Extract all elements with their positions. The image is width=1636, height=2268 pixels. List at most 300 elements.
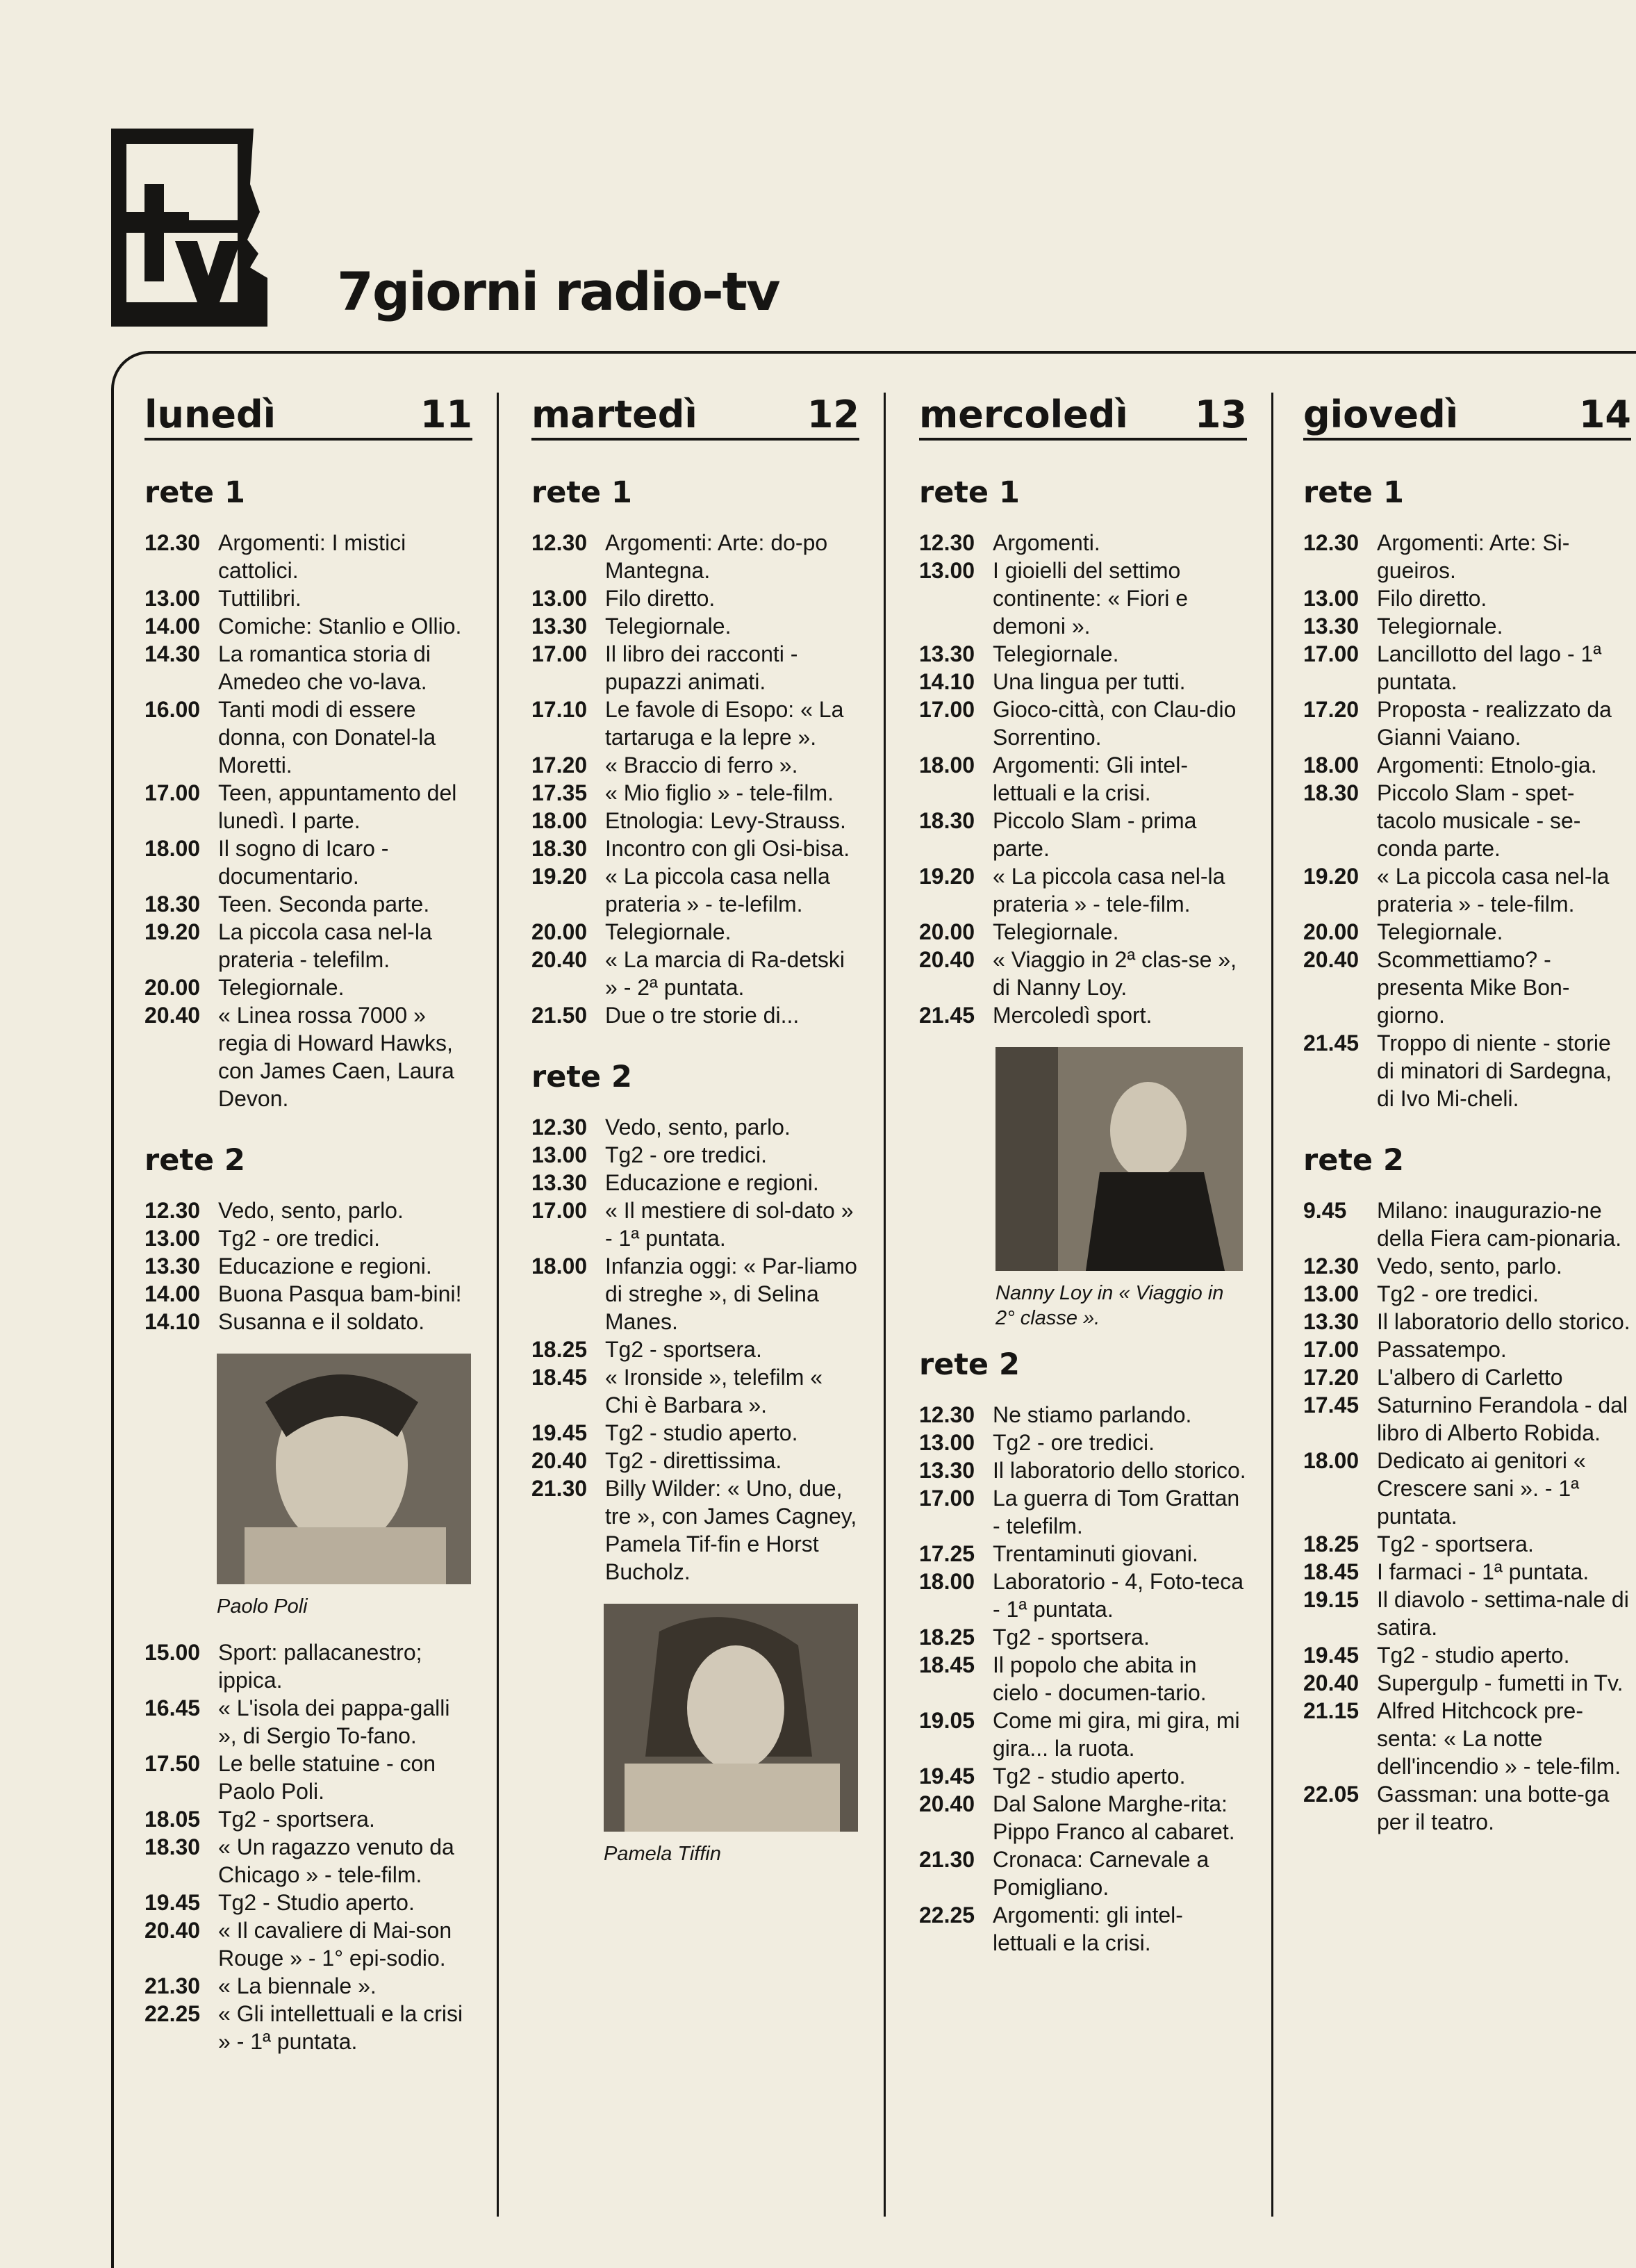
program-title: Due o tre storie di... <box>605 1003 800 1028</box>
day-column-tuesday <box>531 389 859 1886</box>
network-rete1 <box>1303 475 1631 1112</box>
page-title: 7giorni radio-tv <box>337 261 779 322</box>
program-entry <box>1303 584 1631 612</box>
program-title: « La piccola casa nella prateria » - te-lefilm. <box>605 864 830 917</box>
program-entry <box>919 807 1247 862</box>
program-entry <box>919 1901 1247 1957</box>
program-entry <box>919 1401 1247 1429</box>
program-time: 20.40 <box>144 1918 201 1943</box>
program-title: Tg2 - Studio aperto. <box>218 1890 415 1915</box>
program-entry <box>144 1197 472 1224</box>
program-title: Tg2 - ore tredici. <box>993 1430 1155 1455</box>
program-time: 17.50 <box>144 1751 201 1776</box>
frame-left-rule <box>111 389 114 2268</box>
day-header <box>919 389 1247 441</box>
photo-pamela-tiffin <box>604 1604 859 1866</box>
program-title: Sport: pallacanestro; ippica. <box>218 1640 422 1693</box>
tv-logo <box>111 129 309 327</box>
program-time: 12.30 <box>1303 1254 1360 1279</box>
program-time: 14.10 <box>144 1309 201 1334</box>
program-title: Tg2 - direttissima. <box>605 1448 782 1473</box>
program-time: 13.00 <box>531 1142 588 1167</box>
program-title: Milano: inaugurazio-ne della Fiera cam-pionaria. <box>1377 1198 1622 1251</box>
program-title: « Mio figlio » - tele-film. <box>605 780 834 805</box>
program-time: 13.30 <box>531 1170 588 1195</box>
program-title: Filo diretto. <box>1377 586 1487 611</box>
program-time: 20.40 <box>919 1791 975 1816</box>
program-title: Telegiornale. <box>1377 614 1503 639</box>
program-entry <box>1303 612 1631 640</box>
program-title: Vedo, sento, parlo. <box>218 1198 404 1223</box>
program-time: 18.30 <box>531 836 588 861</box>
program-title: Tg2 - studio aperto. <box>605 1420 798 1445</box>
program-time: 17.25 <box>919 1541 975 1566</box>
program-entry <box>1303 1641 1631 1669</box>
program-entry <box>1303 862 1631 918</box>
program-time: 17.00 <box>531 641 588 666</box>
program-time: 18.30 <box>144 1834 201 1859</box>
program-title: Supergulp - fumetti in Tv. <box>1377 1670 1623 1695</box>
program-title: Argomenti: gli intel-lettuali e la crisi. <box>993 1903 1183 1955</box>
program-title: Mercoledì sport. <box>993 1003 1152 1028</box>
program-entry <box>144 1805 472 1833</box>
day-header <box>144 389 472 441</box>
program-title: Argomenti: Etnolo-gia. <box>1377 753 1597 778</box>
program-title: Troppo di niente - storie di minatori di Sardegna, di Ivo Mi-cheli. <box>1377 1030 1612 1111</box>
program-entry <box>1303 640 1631 696</box>
program-entry <box>1303 779 1631 862</box>
program-entry <box>144 1252 472 1280</box>
program-title: Il popolo che abita in cielo - documen-tario. <box>993 1652 1207 1705</box>
program-time: 17.20 <box>1303 1365 1360 1390</box>
program-entry <box>144 973 472 1001</box>
day-column-wednesday <box>919 389 1247 1957</box>
frame-top-rule <box>148 351 1636 354</box>
program-time: 15.00 <box>144 1640 201 1665</box>
program-time: 17.00 <box>144 780 201 805</box>
network-rete1 <box>531 475 859 1029</box>
program-title: « La piccola casa nel-la prateria » - tele-film. <box>993 864 1225 917</box>
program-time: 13.30 <box>919 1458 975 1483</box>
program-entry <box>919 1846 1247 1901</box>
program-title: Il libro dei racconti - pupazzi animati. <box>605 641 798 694</box>
day-name: mercoledì <box>919 393 1128 436</box>
program-time: 17.00 <box>919 697 975 722</box>
column-separator <box>497 393 499 2217</box>
program-title: Alfred Hitchcock pre-senta: « La notte dell'incendio » - tele-film. <box>1377 1698 1621 1779</box>
program-title: Il diavolo - settima-nale di satira. <box>1377 1587 1629 1640</box>
program-entry <box>531 1474 859 1586</box>
network-label: rete 2 <box>531 1060 632 1094</box>
program-entry <box>1303 1336 1631 1363</box>
photo-caption: Paolo Poli <box>217 1595 308 1618</box>
day-name: lunedì <box>144 393 276 436</box>
program-entry <box>531 1252 859 1336</box>
program-title: Incontro con gli Osi-bisa. <box>605 836 850 861</box>
program-entry <box>1303 751 1631 779</box>
program-title: Scommettiamo? - presenta Mike Bon-giorno. <box>1377 947 1570 1028</box>
program-title: Tg2 - sportsera. <box>1377 1531 1534 1556</box>
program-entry <box>144 1280 472 1308</box>
program-entry <box>531 835 859 862</box>
program-entry <box>919 668 1247 696</box>
program-entry <box>1303 1363 1631 1391</box>
program-time: 13.00 <box>919 558 975 583</box>
program-time: 20.00 <box>919 919 975 944</box>
program-title: Gassman: una botte-ga per il teatro. <box>1377 1782 1610 1834</box>
program-title: Telegiornale. <box>1377 919 1503 944</box>
column-separator <box>884 393 886 2217</box>
program-title: Argomenti: Arte: do-po Mantegna. <box>605 530 828 583</box>
photo-paolo-poli <box>217 1354 472 1619</box>
program-title: Tg2 - ore tredici. <box>1377 1281 1539 1306</box>
program-title: « La biennale ». <box>218 1973 377 1998</box>
program-entry <box>531 1197 859 1252</box>
program-title: Laboratorio - 4, Foto-teca - 1ª puntata. <box>993 1569 1244 1622</box>
program-time: 21.30 <box>531 1476 588 1501</box>
program-title: La guerra di Tom Grattan - telefilm. <box>993 1486 1240 1538</box>
day-number: 13 <box>1194 393 1247 436</box>
program-entry <box>1303 1252 1631 1280</box>
program-time: 12.30 <box>1303 530 1360 555</box>
program-entry <box>1303 1391 1631 1447</box>
program-time: 18.30 <box>919 808 975 833</box>
program-time: 18.00 <box>919 1569 975 1594</box>
program-title: Piccolo Slam - prima parte. <box>993 808 1197 861</box>
program-title: « Ironside », telefilm « Chi è Barbara ». <box>605 1365 823 1418</box>
program-title: Tg2 - ore tredici. <box>218 1226 380 1251</box>
program-entry <box>531 1141 859 1169</box>
program-time: 18.45 <box>531 1365 588 1390</box>
program-title: « La piccola casa nel-la prateria » - tele-film. <box>1377 864 1610 917</box>
program-entry <box>531 1169 859 1197</box>
program-title: Il laboratorio dello storico. <box>993 1458 1246 1483</box>
program-entry <box>144 779 472 835</box>
program-title: Dedicato ai genitori « Crescere sani ». - 1ª puntata. <box>1377 1448 1586 1529</box>
program-title: Piccolo Slam - spet-tacolo musicale - se-conda parte. <box>1377 780 1581 861</box>
program-time: 18.00 <box>1303 753 1360 778</box>
program-title: Cronaca: Carnevale a Pomigliano. <box>993 1847 1209 1900</box>
program-entry <box>1303 696 1631 751</box>
program-entry <box>531 862 859 918</box>
photo-caption: Pamela Tiffin <box>604 1843 721 1865</box>
program-title: Tg2 - sportsera. <box>993 1625 1150 1650</box>
program-title: Passatempo. <box>1377 1337 1507 1362</box>
program-time: 9.45 <box>1303 1198 1347 1223</box>
program-entry <box>144 890 472 918</box>
photo-nanny-loy <box>995 1047 1247 1331</box>
program-time: 21.50 <box>531 1003 588 1028</box>
program-entry <box>531 807 859 835</box>
program-entry <box>531 1001 859 1029</box>
program-entry <box>1303 1669 1631 1697</box>
program-title: Lancillotto del lago - 1ª puntata. <box>1377 641 1602 694</box>
program-time: 16.45 <box>144 1695 201 1720</box>
program-title: Una lingua per tutti. <box>993 669 1186 694</box>
program-title: Billy Wilder: « Uno, due, tre », con James Cagney, Pamela Tif-fin e Horst Bucholz. <box>605 1476 857 1584</box>
program-title: Saturnino Ferandola - dal libro di Alberto Robida. <box>1377 1392 1628 1445</box>
program-time: 14.10 <box>919 669 975 694</box>
program-time: 22.05 <box>1303 1782 1360 1807</box>
network-label: rete 1 <box>1303 475 1404 510</box>
program-title: « La marcia di Ra-detski » - 2ª puntata. <box>605 947 845 1000</box>
program-entry <box>1303 1280 1631 1308</box>
program-title: Le belle statuine - con Paolo Poli. <box>218 1751 436 1804</box>
program-entry <box>144 696 472 779</box>
program-time: 21.30 <box>919 1847 975 1872</box>
program-title: Susanna e il soldato. <box>218 1309 425 1334</box>
program-time: 20.40 <box>144 1003 201 1028</box>
program-time: 18.25 <box>919 1625 975 1650</box>
program-title: Vedo, sento, parlo. <box>1377 1254 1562 1279</box>
program-entry <box>144 640 472 696</box>
program-time: 19.45 <box>144 1890 201 1915</box>
program-time: 19.15 <box>1303 1587 1360 1612</box>
program-time: 17.00 <box>919 1486 975 1511</box>
program-title: Il laboratorio dello storico. <box>1377 1309 1630 1334</box>
program-time: 13.00 <box>144 1226 201 1251</box>
program-time: 18.30 <box>144 891 201 917</box>
program-entry <box>144 1889 472 1916</box>
program-entry <box>1303 1308 1631 1336</box>
day-number: 12 <box>807 393 859 436</box>
program-entry <box>1303 1586 1631 1641</box>
program-title: Trentaminuti giovani. <box>993 1541 1198 1566</box>
program-title: Tg2 - sportsera. <box>605 1337 762 1362</box>
network-label: rete 2 <box>144 1143 245 1178</box>
program-time: 14.30 <box>144 641 201 666</box>
program-title: Infanzia oggi: « Par-liamo di streghe », di Selina Manes. <box>605 1254 857 1334</box>
program-title: Filo diretto. <box>605 586 716 611</box>
program-title: Telegiornale. <box>993 919 1119 944</box>
program-time: 20.00 <box>531 919 588 944</box>
program-time: 18.00 <box>919 753 975 778</box>
program-time: 18.45 <box>1303 1559 1360 1584</box>
program-time: 13.00 <box>1303 1281 1360 1306</box>
program-title: Il sogno di Icaro - documentario. <box>218 836 389 889</box>
program-time: 18.30 <box>1303 780 1360 805</box>
program-time: 13.30 <box>1303 614 1360 639</box>
program-time: 13.30 <box>1303 1309 1360 1334</box>
program-entry <box>919 862 1247 918</box>
program-title: Buona Pasqua bam-bini! <box>218 1281 462 1306</box>
program-title: Come mi gira, mi gira, mi gira... la ruota. <box>993 1708 1240 1761</box>
rete2-continued <box>144 1638 472 2055</box>
program-title: Telegiornale. <box>605 614 732 639</box>
program-entry <box>144 584 472 612</box>
program-time: 20.40 <box>531 1448 588 1473</box>
program-title: La romantica storia di Amedeo che vo-lava. <box>218 641 431 694</box>
program-title: « Viaggio in 2ª clas-se », di Nanny Loy. <box>993 947 1237 1000</box>
program-title: Ne stiamo parlando. <box>993 1402 1192 1427</box>
program-entry <box>919 751 1247 807</box>
program-entry <box>144 1694 472 1750</box>
program-time: 13.00 <box>919 1430 975 1455</box>
program-title: Telegiornale. <box>993 641 1119 666</box>
program-entry <box>1303 1530 1631 1558</box>
photo-caption: Nanny Loy in « Viaggio in 2° classe ». <box>995 1282 1224 1329</box>
program-time: 17.20 <box>531 753 588 778</box>
program-title: Tg2 - studio aperto. <box>993 1764 1186 1789</box>
program-entry <box>144 835 472 890</box>
program-time: 12.30 <box>531 1115 588 1140</box>
program-entry <box>531 584 859 612</box>
program-entry <box>144 1638 472 1694</box>
program-time: 19.05 <box>919 1708 975 1733</box>
program-entry <box>531 1419 859 1447</box>
program-entry <box>919 1001 1247 1029</box>
program-time: 20.00 <box>144 975 201 1000</box>
program-title: Tanti modi di essere donna, con Donatel-la Moretti. <box>218 697 436 778</box>
network-label: rete 1 <box>531 475 632 510</box>
program-title: « Un ragazzo venuto da Chicago » - tele-film. <box>218 1834 454 1887</box>
day-header <box>531 389 859 441</box>
program-entry <box>919 1651 1247 1707</box>
program-title: Dal Salone Marghe-rita: Pippo Franco al cabaret. <box>993 1791 1235 1844</box>
day-number: 11 <box>420 393 472 436</box>
program-entry <box>144 612 472 640</box>
program-title: « Gli intellettuali e la crisi » - 1ª puntata. <box>218 2001 463 2054</box>
program-entry <box>1303 1029 1631 1112</box>
program-time: 12.30 <box>144 1198 201 1223</box>
program-entry <box>144 1001 472 1112</box>
network-label: rete 1 <box>919 475 1020 510</box>
day-column-thursday <box>1303 389 1631 1836</box>
program-time: 19.20 <box>1303 864 1360 889</box>
program-entry <box>531 696 859 751</box>
program-entry <box>531 918 859 946</box>
program-title: L'albero di Carletto <box>1377 1365 1563 1390</box>
day-name: martedì <box>531 393 697 436</box>
program-time: 20.40 <box>919 947 975 972</box>
program-time: 21.15 <box>1303 1698 1360 1723</box>
program-title: « Il mestiere di sol-dato » - 1ª puntata. <box>605 1198 854 1251</box>
day-header <box>1303 389 1631 441</box>
program-time: 17.00 <box>531 1198 588 1223</box>
program-title: Comiche: Stanlio e Ollio. <box>218 614 462 639</box>
program-time: 14.00 <box>144 1281 201 1306</box>
program-title: Tg2 - ore tredici. <box>605 1142 767 1167</box>
program-time: 20.40 <box>1303 1670 1360 1695</box>
program-time: 13.00 <box>1303 586 1360 611</box>
program-title: Proposta - realizzato da Gianni Vaiano. <box>1377 697 1612 750</box>
program-entry <box>144 2000 472 2055</box>
program-time: 13.30 <box>919 641 975 666</box>
program-time: 20.00 <box>1303 919 1360 944</box>
program-entry <box>919 1456 1247 1484</box>
program-title: La piccola casa nel-la prateria - telefilm. <box>218 919 432 972</box>
program-entry <box>919 1484 1247 1540</box>
program-entry <box>919 529 1247 557</box>
network-label: rete 1 <box>144 475 245 510</box>
program-entry <box>919 1623 1247 1651</box>
program-title: I farmaci - 1ª puntata. <box>1377 1559 1589 1584</box>
program-entry <box>1303 529 1631 584</box>
program-entry <box>1303 946 1631 1029</box>
program-title: Telegiornale. <box>605 919 732 944</box>
program-time: 12.30 <box>919 530 975 555</box>
program-entry <box>1303 1697 1631 1780</box>
program-entry <box>531 1363 859 1419</box>
program-entry <box>531 1447 859 1474</box>
program-time: 12.30 <box>144 530 201 555</box>
program-time: 18.25 <box>1303 1531 1360 1556</box>
day-column-monday <box>144 389 472 2055</box>
program-time: 21.45 <box>1303 1030 1360 1055</box>
program-entry <box>531 751 859 779</box>
program-entry <box>144 1833 472 1889</box>
program-entry <box>919 1429 1247 1456</box>
program-time: 18.45 <box>919 1652 975 1677</box>
program-entry <box>919 918 1247 946</box>
program-time: 19.45 <box>919 1764 975 1789</box>
network-rete2 <box>531 1062 859 1586</box>
program-time: 13.30 <box>531 614 588 639</box>
program-entry <box>531 640 859 696</box>
program-time: 19.20 <box>144 919 201 944</box>
program-time: 19.20 <box>919 864 975 889</box>
program-title: Tg2 - studio aperto. <box>1377 1643 1570 1668</box>
program-entry <box>144 1750 472 1805</box>
network-rete2 <box>144 1143 472 1336</box>
program-entry <box>144 1308 472 1336</box>
program-title: Tg2 - sportsera. <box>218 1807 375 1832</box>
program-time: 17.20 <box>1303 697 1360 722</box>
program-time: 18.05 <box>144 1807 201 1832</box>
program-time: 12.30 <box>919 1402 975 1427</box>
program-entry <box>1303 1558 1631 1586</box>
program-time: 13.30 <box>144 1254 201 1279</box>
network-rete1 <box>919 475 1247 1029</box>
program-entry <box>144 918 472 973</box>
program-entry <box>531 529 859 584</box>
program-entry <box>144 1916 472 1972</box>
program-entry <box>531 1336 859 1363</box>
program-entry <box>144 1224 472 1252</box>
program-time: 13.00 <box>144 586 201 611</box>
program-time: 16.00 <box>144 697 201 722</box>
program-title: Educazione e regioni. <box>605 1170 819 1195</box>
program-title: Telegiornale. <box>218 975 345 1000</box>
program-time: 18.00 <box>531 808 588 833</box>
program-entry <box>919 557 1247 640</box>
program-entry <box>531 1113 859 1141</box>
program-time: 21.30 <box>144 1973 201 1998</box>
network-label: rete 2 <box>1303 1143 1404 1178</box>
program-entry <box>919 946 1247 1001</box>
program-time: 18.00 <box>1303 1448 1360 1473</box>
program-time: 18.00 <box>531 1254 588 1279</box>
program-entry <box>144 529 472 584</box>
network-rete2 <box>919 1347 1247 1957</box>
program-title: Argomenti: Gli intel-lettuali e la crisi. <box>993 753 1188 805</box>
program-time: 17.45 <box>1303 1392 1360 1418</box>
program-title: « Braccio di ferro ». <box>605 753 798 778</box>
program-entry <box>919 640 1247 668</box>
program-title: Gioco-città, con Clau-dio Sorrentino. <box>993 697 1237 750</box>
program-time: 20.40 <box>1303 947 1360 972</box>
program-time: 19.20 <box>531 864 588 889</box>
program-time: 13.00 <box>531 586 588 611</box>
program-title: Argomenti: I mistici cattolici. <box>218 530 406 583</box>
program-title: Educazione e regioni. <box>218 1254 432 1279</box>
network-label: rete 2 <box>919 1347 1020 1382</box>
day-number: 14 <box>1578 393 1631 436</box>
column-separator <box>1271 393 1273 2217</box>
program-time: 17.00 <box>1303 641 1360 666</box>
program-entry <box>144 1972 472 2000</box>
program-entry <box>919 696 1247 751</box>
